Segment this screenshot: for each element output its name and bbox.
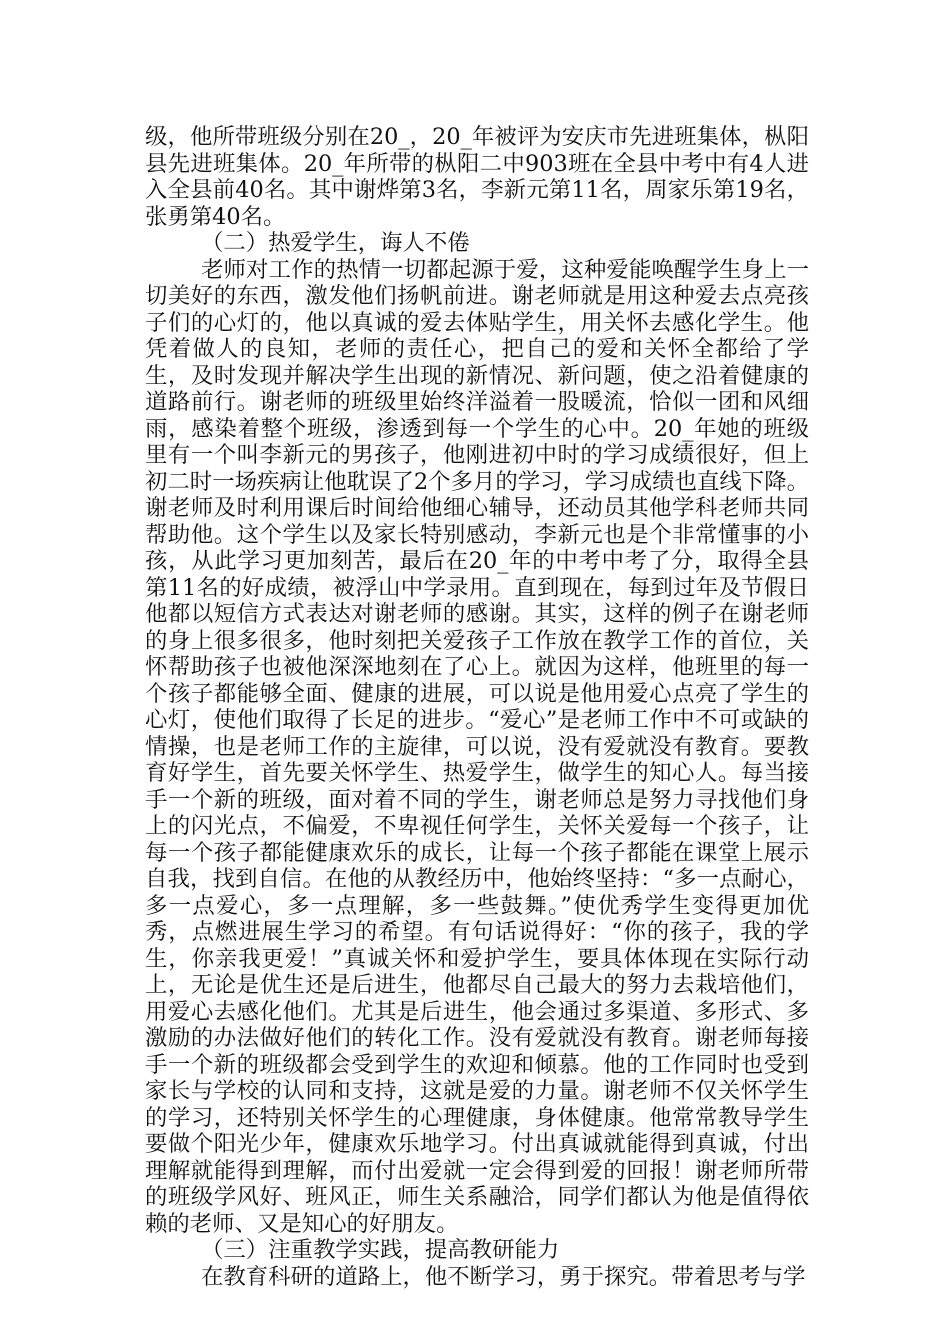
section-heading-3: （三）注重教学实践，提高教研能力 bbox=[201, 1237, 560, 1263]
section-heading-2: （二）热爱学生，诲人不倦 bbox=[201, 230, 470, 256]
paragraph-love-students: 老师对工作的热情一切都起源于爱，这种爱能唤醒学生身上一切美好的东西，激发他们扬帆前进。谢老师就是用这种爱去点亮孩子们的心灯的，他以真诚的爱去体贴学生，用关怀去感化学生。他凭着做人的良知，老师的责任心，把自己的爱和关怀全都给了学生，及时发现并解决学生出现的新情况、新问题，使之沿着健康的道路前行。谢老师的班级里始终洋溢着一股暖流，恰似一团和风细雨，感染着整个班级，渗透到每一个学生的心中。20_年她的班级里有一个叫李新元的男孩子，他刚进初中时的学习成绩很好，但上初二时一场疾病让他耽误了2个多月的学习，学习成绩也直线下降。谢老师及时利用课后时间给他细心辅导，还动员其他学科老师共同帮助他。这个学生以及家长特别感动，李新元也是个非常懂事的小孩，从此学习更加刻苦，最后在20_年的中考中考了分，取得全县第11名的好成绩，被浮山中学录用。直到现在，每到过年及节假日他都以短信方式表达对谢老师的感谢。其实，这样的例子在谢老师的身上很多很多，他时刻把关爱孩子工作放在教学工作的首位，关怀帮助孩子也被他深深地刻在了心上。就因为这样，他班里的每一个孩子都能够全面、健康的进展，可以说是他用爱心点亮了学生的心灯，使他们取得了长足的进步。“爱心”是老师工作中不可或缺的情操，也是老师工作的主旋律，可以说，没有爱就没有教育。要教育好学生，首先要关怀学生、热爱学生，做学生的知心人。每当接手一个新的班级，面对着不同的学生，谢老师总是努力寻找他们身上的闪光点，不偏爱，不卑视任何学生，关怀关爱每一个孩子，让每一个孩子都能健康欢乐的成长，让每一个孩子都能在课堂上展示自我，找到自信。在他的从教经历中，他始终坚持：“多一点耐心，多一点爱心，多一点理解，多一些鼓舞。”使优秀学生变得更加优秀，点燃进展生学习的希望。有句话说得好：“你的孩子，我的学生，你亲我更爱！”真诚关怀和爱护学生，要具体体现在实际行动上，无论是优生还是后进生，他都尽自己最大的努力去栽培他们，用爱心去感化他们。尤其是后进生，他会通过多渠道、多形式、多激励的办法做好他们的转化工作。没有爱就没有教育。谢老师每接手一个新的班级都会受到学生的欢迎和倾慕。他的工作同时也受到家长与学校的认同和支持，这就是爱的力量。谢老师不仅关怀学生的学习，还特别关怀学生的心理健康，身体健康。他常常教导学生要做个阳光少年，健康欢乐地学习。付出真诚就能得到真诚，付出理解就能得到理解，而付出爱就一定会得到爱的回报！谢老师所带的班级学风好、班风正，师生关系融洽，同学们都认为他是值得依赖的老师、又是知心的好朋友。 bbox=[145, 256, 809, 1237]
document-body bbox=[145, 124, 809, 1290]
paragraph-research: 在教育科研的道路上，他不断学习，勇于探究。带着思考与学 bbox=[201, 1263, 806, 1290]
paragraph-intro: 级，他所带班级分别在20_，20_年被评为安庆市先进班集体，枞阳县先进班集体。20_年所带的枞阳二中903班在全县中考中有4人进入全县前40名。其中谢烨第3名，李新元第11名，周家乐第19名，张勇第40名。 bbox=[145, 124, 809, 230]
